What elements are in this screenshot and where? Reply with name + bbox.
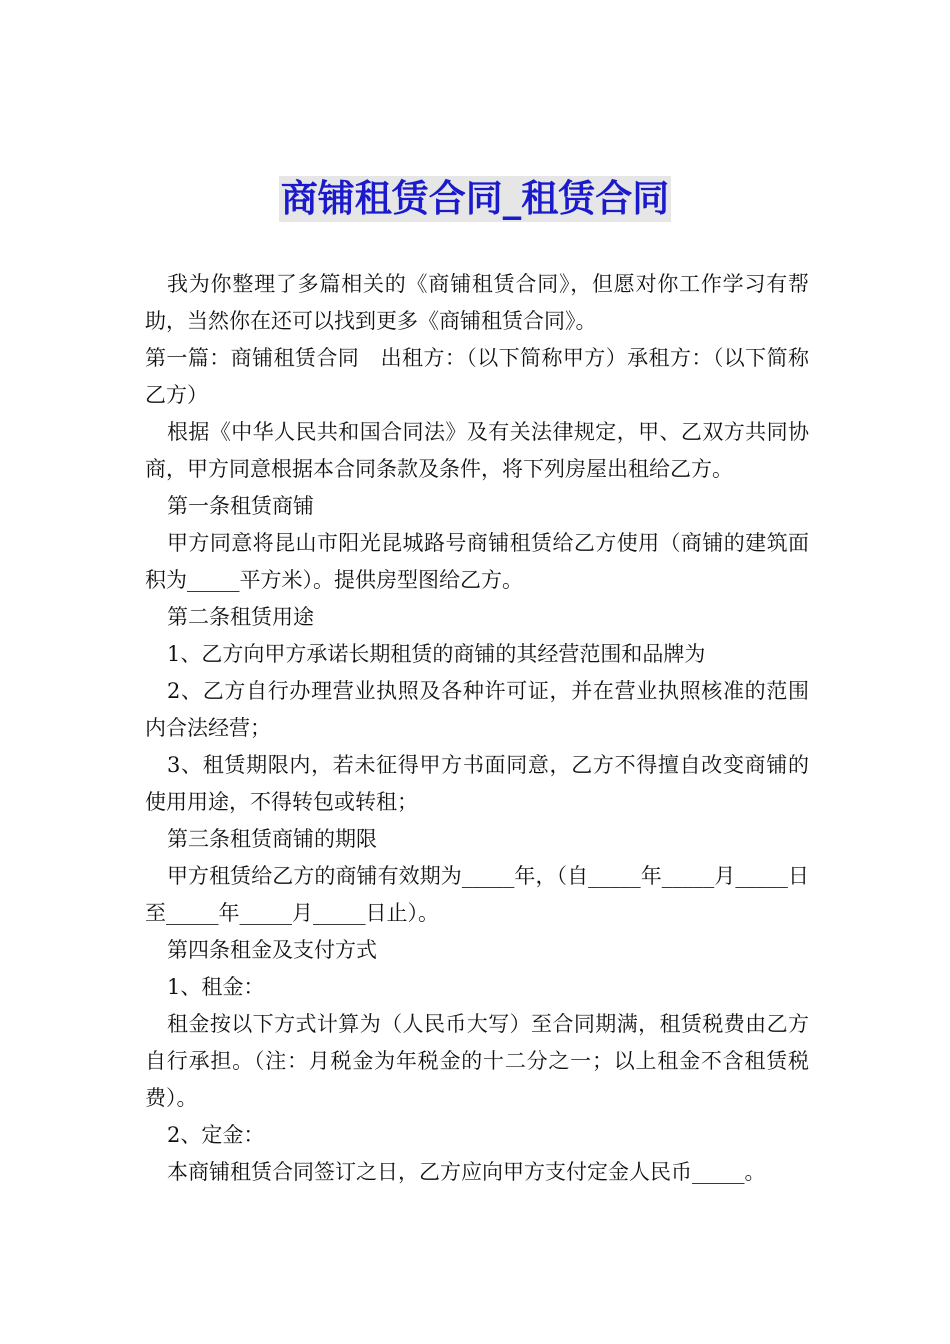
title-container <box>0 176 950 222</box>
document-title: 商铺租赁合同_租赁合同 <box>280 177 670 220</box>
paragraph-intro: 我为你整理了多篇相关的《商铺租赁合同》，但愿对你工作学习有帮助，当然你在还可以找到更多《商铺租赁合同》。 <box>145 272 809 333</box>
document-body <box>145 266 809 1191</box>
paragraph-part-one-heading: 第一篇：商铺租赁合同 出租方：（以下简称甲方）承租方：（以下简称乙方） <box>145 346 809 407</box>
paragraph-article-2-item-3: 3、租赁期限内，若未征得甲方书面同意，乙方不得擅自改变商铺的使用用途，不得转包或转租； <box>145 753 809 814</box>
paragraph-article-4-deposit-heading: 2、定金： <box>167 1123 265 1147</box>
paragraph-article-1-body: 甲方同意将昆山市阳光昆城路号商铺租赁给乙方使用（商铺的建筑面积为_____平方米）。提供房型图给乙方。 <box>145 531 809 592</box>
paragraph-article-4-rent-body: 租金按以下方式计算为（人民币大写）至合同期满，租赁税费由乙方自行承担。（注：月税金为年税金的十二分之一；以上租金不含租赁税费）。 <box>145 1012 809 1110</box>
paragraph-article-4-heading: 第四条租金及支付方式 <box>167 938 377 962</box>
paragraph-article-3-heading: 第三条租赁商铺的期限 <box>167 827 377 851</box>
paragraph-article-2-heading: 第二条租赁用途 <box>167 605 314 629</box>
paragraph-article-1-heading: 第一条租赁商铺 <box>167 494 314 518</box>
paragraph-article-3-body: 甲方租赁给乙方的商铺有效期为_____年，（自_____年_____月_____日至_____年_____月_____日止）。 <box>145 864 809 925</box>
paragraph-article-2-item-1: 1、乙方向甲方承诺长期租赁的商铺的其经营范围和品牌为 <box>167 642 706 666</box>
paragraph-article-4-rent-heading: 1、租金： <box>167 975 265 999</box>
paragraph-article-2-item-2: 2、乙方自行办理营业执照及各种许可证，并在营业执照核准的范围内合法经营； <box>145 679 809 740</box>
paragraph-legal-basis: 根据《中华人民共和国合同法》及有关法律规定，甲、乙双方共同协商，甲方同意根据本合同条款及条件，将下列房屋出租给乙方。 <box>145 420 809 481</box>
paragraph-article-4-deposit-body: 本商铺租赁合同签订之日，乙方应向甲方支付定金人民币_____。 <box>167 1160 766 1184</box>
